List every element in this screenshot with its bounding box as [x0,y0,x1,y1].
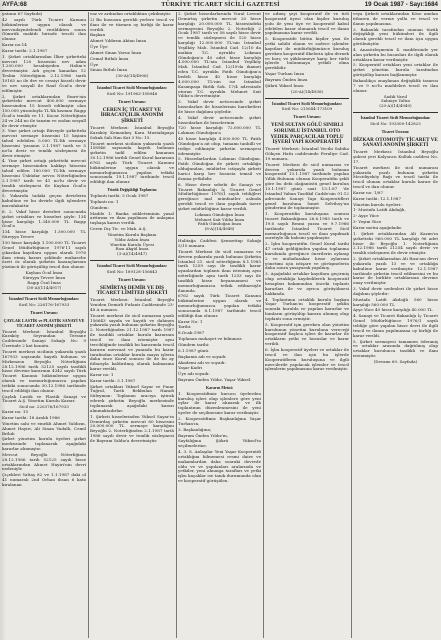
notice-paragraph: 2) Bu hususun gerekli yerlere tescil ve ilanı ile ve tüzmen oy birliği ile karar verildi. [90,16,174,32]
notice-paragraph: 3- Yeşim Yüce [353,219,382,225]
signature-line: Fatih Gündoğan İmza [197,221,242,227]
notice-paragraph: 3. Vakıf devir nedenleri ile şirket hisse dağılımı şöyledir: [353,286,438,296]
notice-heading: Kararın Metni: [205,384,234,390]
notice-paragraph: Akademi adı ve soyadı: [178,359,226,365]
notice-paragraph: 1. Kooperatifimiz kurucu üyelerden kuruluş işleri olup işlenlere göre yeni oylar ile karar alınarak ve ilk toplantının düzenlenmesini ile yeni üyeler de seçilmesine karar verilmiştir. [178,390,261,416]
notice-heading: Ticaret Unvanı: [30,310,58,316]
signature-line: Sicil No: 226176-167933 [18,302,70,308]
notice-heading: Ticaret Unvanı: [118,98,146,104]
notice-paragraph: 3. Yine şirket ortağı Rüveyde şirketteki mevcut sermaye hissesini 15 kişinin tahsil edebilen 5.000 TL'lik sermaye hissesini 'yasanın 2.1.1987 tarih ve 5 no'lu devir ve temlik sözleşmesi ile devir etmiştir. [2,128,86,158]
notice-paragraph: ve udmiş şeyi kooperatif ile ve tirli kooperatif üyesi olan kişiler kuruluş yolu ile yeni üye ve kooperatif kabul edebilen karar olunarak tescil ve ilanın yapılmasına karar verildi. [265,12,349,36]
signature-line: (8-A)(14/4948) [204,226,235,232]
signature-line: Sadık Varol [383,93,408,99]
notice-paragraph: Üye [90,61,99,67]
page-number-label: AYFA:68 [2,1,27,8]
notice-paragraph: Bayram Önden Yıldız, Yaşar Yüksel. [178,377,252,383]
notice-paragraph: Çiçekleri Yaltaş 82 ve 1.1.1987 daki ol 41 numaralı 2nd Orhan ihsan 6 kata kiralanan [2,472,86,487]
notice-paragraph: Yaşar Turhan İmza [265,71,305,77]
notice-paragraph: 1. Şirketi hisselerinden Yüksel Sayar'ın Demirdaş şirketin mevcut 60 hissesini 20.000.000 TL sermaye karşılığını Beyoğlu 2. Noterliğinden 2.1.1987 tarih 1986 sayılı devir ve temlik sözleşmesi ile Bayram Yaldız'a devretmiştir. [90,413,174,443]
notice-paragraph: Gündem: [90,204,109,210]
notice-paragraph: 2- Ayşe Yüce [353,213,379,219]
notice-paragraph: 5. Şirket sermayesi tamamen ödenmiş ve ortaklar arasında dağıtılmış olup ortaklar kurulunca tasdikli ve ilanı istenmiştir. [353,338,438,359]
issue-date: 19 Ocak 1987 - Sayı:1684 [364,1,438,8]
notice-paragraph: 2. Kooperatifimiz Başkanlığına Yaşar Turhan'ın, [178,415,261,426]
notice-paragraph: Karar tarihi: 2.1.1987 [2,47,48,53]
notice-paragraph: Cemal Bıthılı İmza [90,55,129,61]
notice-heading: SEMİRTAŞ DEMİR VE DIŞ TİCARET LİMİTED ŞİRKETİ [96,284,168,297]
notice-paragraph: Yönetim kurulu üyeleri: [353,201,402,207]
notice-paragraph: Karar tarihi: 3.1.1987 [90,377,136,383]
signature-line: Yönetim Kurulu Başkanı [107,231,157,237]
notice-paragraph: Ticaret merkezi ile sicil numarası yukarıda yazılı bulunan şirketin Mecidiyeköy Bağı ve tescil tarihi ile tescil olunan ortaklar kurulu kararı ile tescil ve ilan olunur. [353,164,438,190]
notice-paragraph: 2. İşbu kooperatifin Genel Kurul tarihi 47 ortak geldiğinden yapılan toplanma kurulunda gereğince önerilerin oylanıp 2 ve muhafazakar hisse oylarının yönetimi için istişare ve görüşmelerin daha sonra yasayarak yapılmış. [265,241,349,271]
column-5 [353,12,438,638]
notice-paragraph: Karar No: 1 [178,318,203,324]
notice-paragraph: 40 hisse karşılığı 4.000.000 TL Fatih Gündoğan'a ait olup, tamamı tanhilli ve tediye edilmiştir şirketin sermayesi ödenmiştir. [178,136,261,156]
notice-paragraph: 1. Şirket ortaklarından İlker şirketteki mevcut 120 hissesini nev adım 1.200.000 hesabiyeden Halim'e devretmiştir. Adı geçen kanadan 12 Teslim Nöterliğinin 2.12.1986 tarih 10165 no ile dev ve cessiyi hisseli devir ve nev sosyall ile Rauf Öcal'a devir edilmiştir. [2,53,86,93]
notice-paragraph: Ticaret merkezi sicilinin yukarıda yazılı 167933 sayısında kayıtlı bulunan ve Mirkenzon Beyoğlu Nöterliğinin 28.12.1986 tarih 52125 sayılı tasdikli hisse devrine kararının 4342 sayılı Türk Ticaret Kanunu hükümlerine uygun olarak ve memurluğumuzca yapılan tetkiki sonucunda 30.12.1986 tarihinde tescil edildiği ilan olunur. [2,349,86,393]
notice-paragraph: 134 hisse karşılığı 1.300.000 TL Süreyya Tevrev [2,229,86,240]
notice-paragraph: 4. Sanayi ve Ticaret Bakanlığı İç Ticaret Genel Müdürlüğünce 1976/1 sayılı tebliğe göre yapılan hisse devri ile ilgili tescil ve ilanın yapılmasına oy birliği ile karar verildi. [353,313,438,338]
notice-paragraph: Şükrü Yüksel İmza [265,82,304,88]
notice-paragraph: Şirket ortakları Yüksel Sayar ve Pınar Tuğrul, Tarih Bekbulan Hamdi Süleyman: Toplanan aracıya iştirak ederek şirketin Beyoğlu merkezinde toplanarak aşağıdaki kararı alınmaktadırlar. [90,383,174,413]
signature-line: Süreyya Tevrev İmza [22,274,66,280]
notice-paragraph: 1. Şirket ortaklarından Ali Kazım'ın şirketteki 960.000 TL karşılığı 96 adet hisse ile Beyoğlu 1. Noterliğinin 2.12.1986 tarih 21254 sayılı devir ve temlik sözleşmesi ile devir etmiştir. [353,230,438,256]
section-divider [178,235,261,236]
notice-paragraph: 4. Vakıf devir neticesinde şirket hissedarları ile hisselerinin [178,114,261,125]
notice-paragraph: 2. Şirket ortaklarından Ali Rıza'nın devri yukarıda yazılı 13 ve ve ortaklığa kabulüne karar verilmiştir. 12.1.1987 tarihinde şirketin tescil edilmesini ve bu karar ile birlikte ortaklarının devrine onay verilmiştir. [353,256,438,286]
notice-paragraph: yatının 67 Sayfada) [2,12,43,16]
notice-paragraph: 3. Bakanlık tarafından onanan tüzük değişikliği yeni hükümleri ile ilgili olarak gerekli tescil ve ilanı için uygun görülmüştür. [353,26,438,47]
signature-line: Sicil No: 215044-173109 [281,106,333,112]
notice-paragraph: 5. Kooperatif ortakları yeni ortaklar ile şirket yönetim kurulu tarafından görüşülüp karara bağlanmıştır. [353,62,438,78]
notice-paragraph: 1- Mustafa Latifi Akdağlı, [353,207,406,213]
notice-paragraph: Toplantı tarihi: 5 Ocak 1987 [90,193,149,199]
signature-line: Yönetim Kurulu Üyesi [109,241,155,247]
notice-paragraph: 3. Aşağıdaki ortaklar kayıtlara geçirmiş olup ortaklığa kaydedilerek kooperatif hesapları bakımından önceki toplantı kararları ile ve ayrıca görüşülmesi hakkında. [265,271,349,296]
notice-paragraph: 4. Anasözleşmenin 4. maddesinde yer alan şirketin bu hususları ile ilgili olarak ortaklara karar verilmiştir. [353,46,438,62]
notice-paragraph: Bayram Önden İmza [265,76,308,82]
notice-paragraph: Halitağa Caddesi Şemsettap Sokağı 5/15 numara. [178,238,261,248]
notice-paragraph: Ticaret merkezi ile sicil numarası yazılı 156643 sayıda ve kayıtlı ve dahinen yukarıda yazılı bulunan şirketin Beyoğlu 2. Noterliğinden 21.12.1987 tarih 1987 ile tasdikli ortaklar kurulu kararının tescil ve ilanı istemiştir aynı tercihliğinde tasdikli bu kararında tescil kararın mevzuat ve yanında bu karar tarafından ortaklar kurulu mayıs işlerin daha önce Kurul sonucu ile de bu ay itibarıyla kaldırılmış olarak kalmasına karar verildi. [90,312,174,372]
notice-paragraph: 5. Kooperatif işin gereken olan yönetim kurulunun yönetim kuruluna vereceği kooperatif başlıca işleri ile kararlar ile ortakların yetki ve hususlar ve karar verildi. [265,321,349,347]
notice-paragraph: 5. Hissedarlardan Lokman Gündoğan, Fatih Gündoğan ile şirketi ortaklığa olduğundan, müdürler istişayla şirketi harici karşı her hususta temsil ve ilzama yetkilidir. [178,156,261,181]
notice-paragraph: Ticaret Merkezi ile sicil numarası ve devren yukarıda yazılı bulunan kooperatif 13.1.1987 tarihinde yapılan Yıllık Bulunan olunan Kooperatifin şekli göre bu defa olağanüstü genel kurulun 13.1.1987 günü saat 13.1.87 'de İstanbul Yaban Tasdikil Cadde'nin 91.12 adresinde Sanayi Yapı Kooperatifleri genel kuruluna İsmet Selvihoy'un gönderimi ile toplanmıştır. [265,161,349,211]
notice-paragraph: Ticaret Merkezi ile sicil numarası ve devren yukarıda yazılı bulunan Şirketin İstanbul 21. sicil nöterliğinin 8.1.1985 tarih 1259 sayı ile tasdikli karar uyanlardan toplantı ilanı istenmiş aynı nöterliğinde aynı tarih 1253 sayı ile tasdikli hisse beyannamesi ve memurluğumuzca tetkik edilmesiyle ilanında. [178,248,261,293]
column-3 [178,12,261,638]
signature-line: Sicil No: 189128-156643 [106,268,158,274]
signature-line: Mehmet Sait Yıldız İmza [194,216,245,222]
notice-heading: İstanbul Ticaret Sicili Memurluğundan: [97,263,167,269]
signature-line: (Devamı 69. Sayfada) [373,358,418,364]
notice-paragraph: Karar metni aşağıdadır. [353,224,403,230]
notice-paragraph: Karar no:14 [2,42,27,48]
notice-paragraph: Sayfalığına Şükrü Yüksel'in seçilmelerine. [178,438,261,449]
notice-paragraph: Ticaret Merkezi: İstanbul Vecihi Sabiha Gökçen Hattı caddesinde Feraliye Cad. 19 numara. [265,146,349,161]
notice-paragraph: 42 sayılı Türk Ticaret Kanunu hükümlerine uygun olarak ve mevcudaynitelendi verildikten sonra Gümrük maktdı birinde tescili ilan olunur. [2,16,86,42]
notice-paragraph: 130 hisse karşılığı 1.100.000 TL Ticaret Genel Müdürlüğünce 1976'11 sayılı çıkarılan kayıtlara uygun olarak 1976 ilam etmiş kararı şeklinde muhasebe özeti öz olarak şirketin kazançlarının yüzüncü ile görüşülüp tescil ilan olunur. [2,239,86,270]
notice-paragraph: Yönetim sahi ve emekli Ahmet Yaldızın, Ahmet Hayiri, Ali Sinan Vadallı, Cemil Bıthılı [2,420,86,436]
notice-paragraph: Mustafa Latifi Akdağlı 560 hisse karşılığı 560.000 TL [353,296,438,307]
notice-paragraph: 4. 3. 8. Anlaşılar Yeni Yaşar Kooperatifi ortaklığını bilmemesi resmi daire ve makamlardan daha sonraki devrede oldu ve ve yapılanları aralarında ve yetkiler, yeni ahnaiga tarafları ve yetki işbu kaçaklar ise tanık durumunda olan ve kooperatif görüşülen. [178,449,261,484]
notice-paragraph: 2. Şirket hissedarlarında Vural Levent Demirtaş şirketin mevcut 20 hisse karşılığı 20.000.000 TL hissesindeki sermayesini Beyoğlu 2. Noterliği 2 Ocak 1987 tarih ve 58 sayılı hisse devir ve temlik sözleşmesi ile 120 hisse karşılığı 12.000.000 TL'nin İstanbul Yeşilköy Mah. İstanbul Cad. 12/10 da mukim T.C. uyruklu Lokman Gündoğan'a 40 adet hisse karşılığı 4.000.000 TL'nin İstanbul Yeşilköy Mah. İstanbul Cad. 12/10'da ikamet eden T.C. uyruklu Fatih Gündoğan'a bedeli hisse 40 hisse karşılığı 4.000.000 TL'nin ise Istanbul Kasımpaşa Birlik Sok. 17/4 adresinde oturan T.C. uyruklu Mehmet Sait Yıldız'a devretmiştir. [178,12,261,99]
notice-paragraph: 3. Vakıf devir neticesinde şirket hissedarları ile hisselerinin hareketleri ile hisse dağılımı şöyledir. [178,99,261,114]
notice-heading: Tüzük Değişikliği Toplantısı [107,187,157,193]
signature-line: Kayhan Öcal İmza [25,270,63,276]
notice-paragraph: Madde 1: Banka nükleteminin yasal arttırımı ve ilanı yapılması ile anlaşma tuşbaşa kararı verdik. [90,210,174,226]
notice-paragraph: Çaylak Lastik ve Plastik Sanayi ve Ticaret A.Ş. Yönetim Kurulu Kararı: [2,393,86,404]
notice-paragraph: 6. Hisse devir sebebi ile Sanayi ve Ticaret Bakanlığı İç Ticaret Genel Müdürlüğünce 1976/1 sayılı tebliğleri gereğince mal münfaatler aslında gerekli tescil ve ilanı yapılmak üzere şirket müdürlüğüne karar verildi. [178,181,261,211]
notice-paragraph: 2. Şirket ortaklarından Emre'nin şirketteki mevcut 400.000 sermaye hissesinden 15 hisseli edilmiştir olan 150.000 yüzonluyla TL'lik kısmını Ragıp Öcal'a temlik ve 11. Kocar Nöterliğinin 24 ve 244 no ile tanzim ve ondan sosyall ile devir etmiştir. [2,93,86,128]
notice-paragraph: Başkan [90,32,106,38]
notice-paragraph: Karar tarihi: 12.1.1987 [353,195,401,201]
signature-line: Sicil No: 193300-142825 [370,120,421,126]
notice-heading: DİZKAR OTOMOTİV TİCARET VE SANAYİ ANONİM ŞİRKETİ [353,136,438,149]
notice-paragraph: 720 hisse karşılığı 72.000.000 TL Lokman Gündoğan'a [178,125,261,136]
notice-paragraph: 4. Yine şirket ortağı şirketteki mevcut sermaye hissesinden hakkıyı hissesin tahsil edilen 160.000 TL'lik sermaye hissesini Üsküdar nevcu Nöterliğinden 2.1.1987 tarih ve 41 no'lu devir ve temlik sözleşmesi ile Kayhan Öcal'a devretmiştir. [2,158,86,193]
notice-paragraph: Başkanın adı ve soyadı: [178,353,227,359]
notice-heading: İstanbul Ticaret Sicili Memurluğundan: [9,296,79,302]
notice-heading: İstanbul Ticaret Sicili Memurluğundan: [360,115,431,121]
section-divider [90,260,174,261]
notice-paragraph: Toplanan muhayet ve bilinmez: [178,336,243,342]
notice-paragraph: Mevcut Beyoğlu Nöterliğinin 28.12.1986 tarih 52125 sayılı hisse ortaklarından Ahmet Hayiri'nin devri nedeniyle [2,451,86,472]
newspaper-title: TÜRKİYE TİCARET SİCİLİ GAZETESİ [161,1,280,8]
notice-paragraph: Bayram Önden Yıldız'ın, [178,432,229,438]
notice-heading: İstanbul Ticaret Sicili Memurluğundan: [272,100,342,106]
notice-paragraph: Yaşar Kadri [178,365,203,371]
notice-paragraph: Ticaret Merkezi: İstanbul Beyoğlu Karaköy Seyrandan Terzane Caddesinde Sanayi Sokağı No: 9 Üzerinde 2 kat konutu. [2,328,86,349]
signature-line: Ragıp Öcal İmza [27,279,61,285]
notice-heading: CEREN İÇ TİCARET VE İHRACATÇILIK ANONİM ŞİRKETİ [100,106,164,125]
notice-heading: Ticaret Unvanı: [381,128,410,134]
notice-paragraph: Tarihi: [178,324,192,330]
notice-paragraph: 5. Kooperatife bütün kişiler yazı ile yetki sahibi olanın ve sadece işlemler kayıtları ile müdürlüğümüzce kuruluş gereken kooperatif ilkelerin işbu dernek ve borç ve yüklenmeye karşı her türlü işlerde bulunmaya yetkili olma gereklidir. [265,36,349,71]
section-divider [2,293,86,294]
page-header [0,0,441,11]
notice-paragraph: Bakanlıkça onaylanan değişiklik tasarısı 7 ve 9 no'lu maddeleri tescil ve ilan olunur. [353,77,438,93]
notice-paragraph: Toplantı no: 1 [90,198,119,204]
notice-paragraph: 8.Ocak.1987 [178,330,205,336]
signature-line: Rıza Akgül İmza [115,246,149,252]
signature-line: Sahniye Yaltın [381,98,410,104]
column-1 [2,12,86,638]
notice-paragraph: 6762 sayılı Türk Ticaret Kanunu hükümlerine uygun olarak ve memurluğumuzca yapılan tetkiki sonucunda 8.1.1987 tarihinde tescil edildiği ilan olunur. [178,293,261,318]
column-2 [90,12,174,638]
notice-paragraph: Şirket yönetim kurulu üyeleri şirket merkezinde toplanarak aşağıdaki kararlar alınmıştır. [2,436,86,452]
notice-paragraph: Gündem tarihi: [178,342,210,347]
notice-heading: YENİ SULTAN GÖLÜ SINIRLI SORUMLU İSTANBUL OTO YEDEK PARÇACILAR TOPLU İŞYERİ YAPI KOOPERATİFİ [270,122,344,146]
notice-paragraph: Ticaret merkezi sicilinin yukarıda yazılı 158946 sayısında kayıtlı bulunan şirketin tadil edilen kanunun 30.12.1986 tarihli Genel Kurul kararının 6762 sayılı Türk Ticaret Kanunu hükümlerine uygun olarak ve memurluğumuzca yapılan tetkiki sonucunda 19.1.1987 tarihinde tescil edildiği ilan olunur. [90,140,174,185]
notice-paragraph: Karar tarihi: 18 Aralık 1986 [2,414,60,420]
notice-paragraph: Ahmet Yıldırım Aktan İmza [90,38,147,44]
notice-paragraph: 6. İşbu kooperatif üyeleri ve ortaklar ile tescil ve ilan için bu işlerde Kooperatiflerin kuruluşuna ve ilgili mercilerde yapılacak işlemler ve tescil işlemlerin yapılmasına karar verilmiştir. [265,346,349,372]
notice-paragraph: 1. Kooperatifin kuruluşuna sonrası ticaret Bakanlığının 26.6.1985 tarih ve 19.6 sayılı Resmi yazısı ve 9.7.1986 tarihinde İstanbul Ticaret Sicil memurluğunca tescil ve ilanı yapılmak suretiyle ilk bahsini yapılmıştır. [265,211,349,241]
section-divider [265,98,349,99]
notice-heading: ÇAYLAK LASTİK ve PLASTİK SANAYİ VE TİCARET ANONİM ŞİRKETİ [3,317,85,328]
notice-paragraph: Ticaret Merkezi: İstanbul Beyoğlu şubesi yeri Kalyoncu Kulluk caddesi No. 17. [353,149,438,164]
signature-line: Yıldız Aslan İmza [114,236,150,242]
signature-line: Sicil No: 191963-158946 [106,90,158,96]
notice-paragraph: 6. 2. Vakıf hisse devirleri sonucunda şirket ortakları ve hisseleri şöyle: 134 hisse karşılığı 1.340.000 TL Ragıp Öcal'a [2,208,86,229]
signature-line: Sicil no: 220376/167933 [19,404,69,410]
signature-line: (20-A)(14/4940) [379,103,412,109]
notice-paragraph: Ahmet Sinan Yavuz İmza [90,49,142,55]
notice-paragraph: Ceren Dış Tic. ve Mak. A.Ş. [90,226,147,232]
signature-line: (30-A)(14/4906) [115,73,149,79]
notice-heading: Ticaret Unvanı: [118,276,146,282]
section-divider [90,82,174,83]
notice-paragraph: Ayşe Yüce 40 hisse karşılığı 40.000 TL [353,307,433,313]
notice-paragraph: Üye adı soyadı: [178,371,210,377]
notice-paragraph: Sinan Bıthılı İmza [90,67,128,73]
notice-paragraph: vaz ve ardından ortaklıktan çekilmiştir. [90,12,172,16]
notice-paragraph: 5. Yukarıda tadaki geçen devirlerin kabulüne ve bu devirle ilgili işlemlere muvafakattir. [2,193,86,209]
notice-paragraph: Karar no: 1 [90,371,114,377]
notice-paragraph: Üye Üye [90,44,108,50]
notice-paragraph: veya Şirketi ortaklarından Köse umdan itibaren de verme yollu ve tescil ve ilanın yapılmasına. [353,12,438,26]
signature-line: (20-A)(14/4938) [290,88,324,94]
notice-heading: Ticaret Unvanı: [293,114,321,120]
notice-paragraph: Karar no: 15 [2,409,29,415]
notice-paragraph: 8.1.1987 günü. [178,347,210,353]
column-4 [265,12,349,638]
section-divider [353,112,438,113]
notice-paragraph: Karar no: 1/87 [353,189,384,195]
notice-paragraph: Ticaret Merkezi: İstanbul Beyoğlu Karaköy Kemankeş Kara Mustafapaşa Sokak Salı Han Kat 3 No: 15. [90,125,174,140]
signature-line: Lokman Gündoğan İmza [194,211,245,217]
notice-paragraph: Ticaret Merkezi: İstanbul Beyoğlu Yeniden Demirli Fırlantı Caddesinde 23-48 A numara. [90,297,174,312]
signature-line: (3-A)(14/4947) [117,251,147,257]
notice-paragraph: 3. Başkanlığına; [178,426,212,432]
notice-paragraph: 4. Toplantının ortaklık kurulu başkan Yaşar Turhan'ın kooperatif şeklin sonraki kurulda ve yapılan kararlar ve bunların görüşülüp karara alınmış olup toplantı sona ermiştir. [265,296,349,321]
notice-heading: İstanbul Ticaret Sicili Memurluğundan: [97,85,167,91]
signature-line: (30-A)(114/4917) [26,284,62,290]
